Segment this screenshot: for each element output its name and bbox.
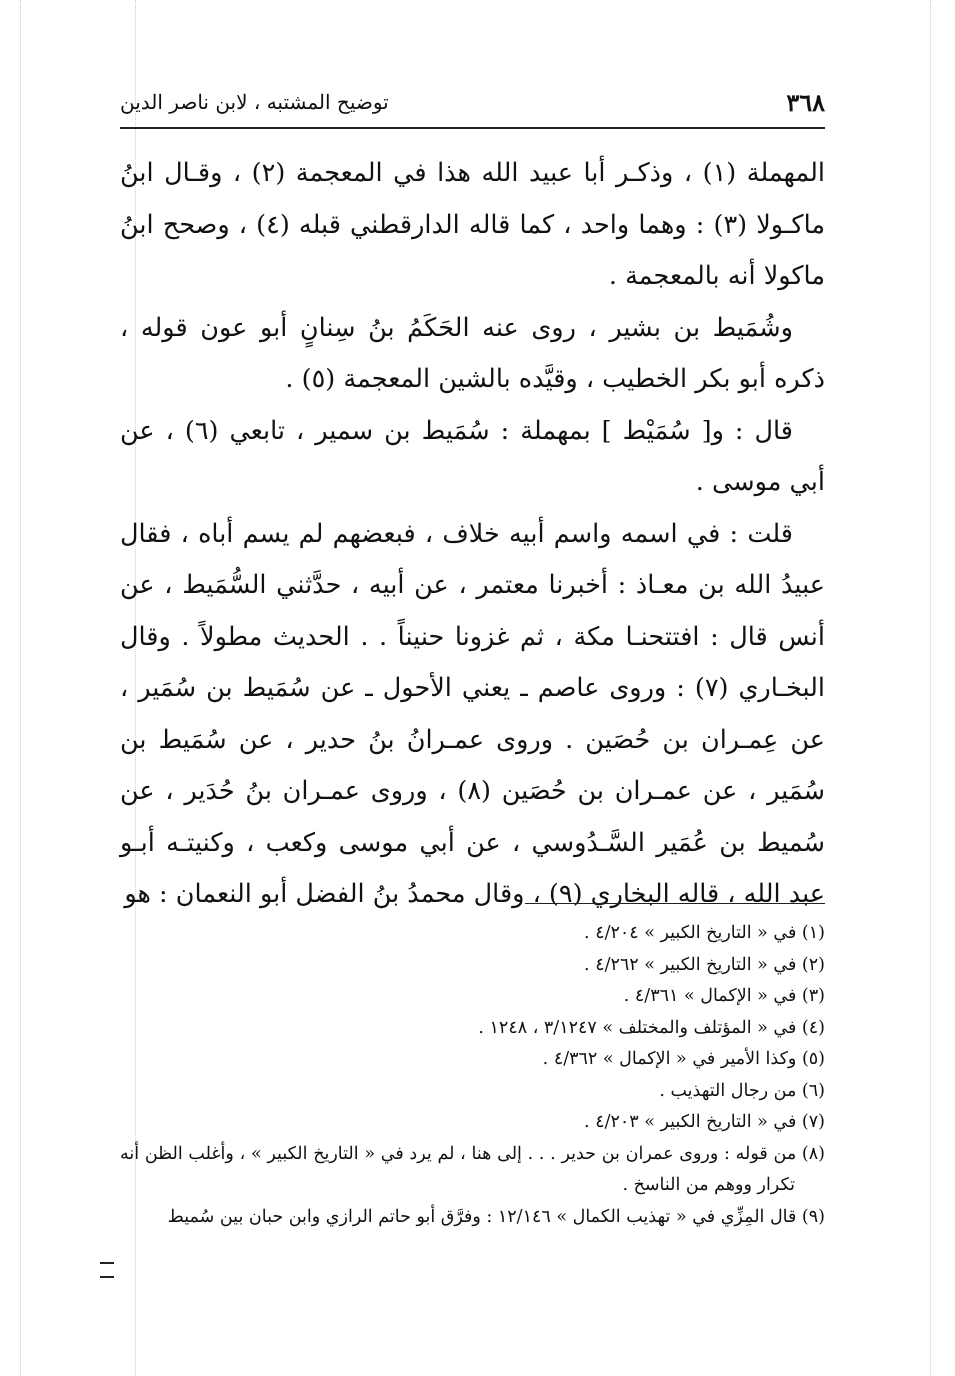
footnote: (٢) في « التاريخ الكبير » ٤/٢٦٢ . bbox=[584, 954, 825, 975]
header-rule bbox=[120, 127, 825, 129]
scan-guide-line bbox=[20, 0, 21, 1376]
footnote-rule bbox=[525, 903, 825, 904]
paragraph: المهملة (١) ، وذكـر أبا عبيد الله هذا في المعجمة (٢) ، وقـال ابنُ ماكـولا (٣) : وهما واحد ، كما قاله الدارقطني قبله (٤) ، وصحح ابنُ ماكولا أنه بالمعجمة . bbox=[120, 158, 825, 291]
footnotes bbox=[120, 918, 825, 1233]
scan-guide-line bbox=[930, 0, 931, 1376]
footnote: (٧) في « التاريخ الكبير » ٤/٢٠٣ . bbox=[584, 1112, 825, 1132]
page-header bbox=[120, 84, 825, 124]
footnote: (٩) قال المِزِّي في « تهذيب الكمال » ١٢/١٤٦ : وفرَّق أبو حاتم الرازي وابن حبان بين سُميط bbox=[167, 1206, 825, 1227]
paragraph: قلت : في اسمه واسم أبيه خلاف ، فبعضهم لم يسم أباه ، فقال عبيدُ الله بن معـاذ : أخبرنا معتمر ، عن أبيه ، حدَّثني السُّمَيط ، عن أنس قال : افتتحنـا مكة ، ثم غزونا حنيناً . . الحديث مطولاً . وقال البخـاري (٧) : وروى عاصم ـ يعني الأحول ـ عن سُمَيط بن سُمَير ، عن عِمـران بن حُصَين . وروى عمـرانُ بنُ حدير ، عن سُمَيط بن سُمَير ، عن عمـران بن حُصَين (٨) ، وروى عمـران بنُ حُدَير ، عن سُميط بن عُمَير السَّـدُوسي ، عن أبي موسى وكعب ، وكنيتـه أبـو عبد الله ، قاله البخاري (٩) ، وقال محمدُ بنُ الفضل أبو النعمان : هو bbox=[120, 518, 825, 909]
main-text bbox=[120, 148, 825, 921]
running-title: توضيح المشتبه ، لابن ناصر الدين bbox=[120, 90, 389, 114]
footnote: (١) في « التاريخ الكبير » ٤/٢٠٤ . bbox=[584, 923, 825, 943]
footnote: (٦) من رجال التهذيب . bbox=[659, 1080, 825, 1101]
footnote: (٥) وكذا الأمير في « الإكمال » ٤/٣٦٢ . bbox=[542, 1049, 825, 1069]
footnote: (٨) من قوله : وروى عمران بن حدير . . . إلى هنا ، لم يرد في « التاريخ الكبير » ، وأغلب الظن أنه تكرار ووهم من الناسخ . bbox=[120, 1143, 825, 1195]
footnote: (٤) في « المؤتلف والمختلف » ٣/١٢٤٧ ، ١٢٤٨ . bbox=[478, 1017, 825, 1038]
continuation-mark bbox=[100, 1262, 114, 1278]
footnote: (٣) في « الإكمال » ٤/٣٦١ . bbox=[623, 986, 825, 1006]
paragraph: قال : و[ سُمَيْط ] بمهملة : سُمَيط بن سمير ، تابعي (٦) ، عن أبي موسى . bbox=[120, 415, 825, 497]
paragraph: وشُمَيط بن بشير ، روى عنه الحَكَمُ بنُ سِنانٍ أبو عون قوله ، ذكره أبو بكر الخطيب ، وقيَّده بالشين المعجمة (٥) . bbox=[120, 312, 825, 394]
page-number: ٣٦٨ bbox=[786, 88, 825, 117]
